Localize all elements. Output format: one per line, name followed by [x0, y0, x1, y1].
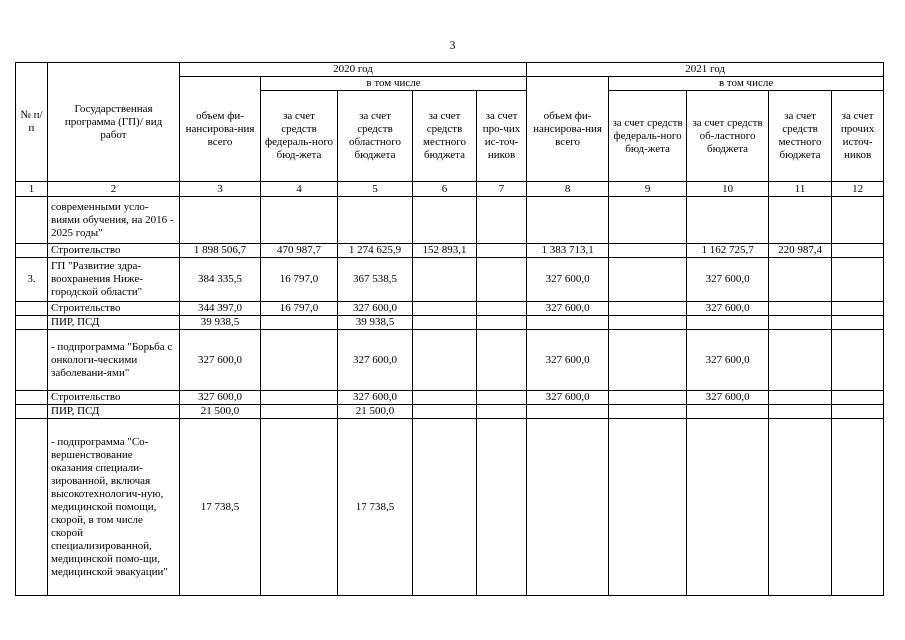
header-total-2020: объем фи-нансирова-ния всего: [180, 77, 261, 182]
amount-cell: [609, 330, 687, 391]
budget-table: [15, 62, 884, 596]
col-number: 9: [609, 182, 687, 197]
row-number-cell: [16, 405, 48, 419]
amount-cell: [687, 419, 769, 596]
amount-cell: [832, 197, 884, 244]
col-number: 6: [413, 182, 477, 197]
amount-cell: 384 335,5: [180, 258, 261, 302]
table-row: [16, 302, 884, 316]
amount-cell: [477, 405, 527, 419]
amount-cell: [832, 405, 884, 419]
amount-cell: 327 600,0: [687, 258, 769, 302]
program-name-cell: ГП "Развитие здра-воохранения Ниже-городской области": [48, 258, 180, 302]
amount-cell: 39 938,5: [338, 316, 413, 330]
amount-cell: [413, 330, 477, 391]
amount-cell: [413, 302, 477, 316]
header-local-2020: за счет средств местного бюджета: [413, 91, 477, 182]
amount-cell: [769, 258, 832, 302]
amount-cell: [477, 330, 527, 391]
header-incl-2021: в том числе: [609, 77, 884, 91]
row-number-cell: [16, 302, 48, 316]
header-year-2020: 2020 год: [180, 63, 527, 77]
amount-cell: [413, 258, 477, 302]
amount-cell: [769, 405, 832, 419]
header-col-program: Государственная программа (ГП)/ вид работ: [48, 63, 180, 182]
amount-cell: [477, 391, 527, 405]
col-number: 1: [16, 182, 48, 197]
col-number: 7: [477, 182, 527, 197]
amount-cell: [261, 197, 338, 244]
amount-cell: 327 600,0: [687, 302, 769, 316]
header-total-2021: объем фи-нансирова-ния всего: [527, 77, 609, 182]
amount-cell: 16 797,0: [261, 302, 338, 316]
program-name-cell: Строительство: [48, 244, 180, 258]
amount-cell: [832, 419, 884, 596]
amount-cell: [527, 419, 609, 596]
amount-cell: 327 600,0: [338, 302, 413, 316]
amount-cell: 470 987,7: [261, 244, 338, 258]
col-number: 10: [687, 182, 769, 197]
program-name-cell: - подпрограмма "Борьба с онкологи-ческими заболевани-ями": [48, 330, 180, 391]
amount-cell: [477, 316, 527, 330]
amount-cell: [477, 258, 527, 302]
amount-cell: [609, 197, 687, 244]
row-number-cell: [16, 197, 48, 244]
col-number: 4: [261, 182, 338, 197]
amount-cell: [261, 419, 338, 596]
row-number-cell: 3.: [16, 258, 48, 302]
column-numbers-row: [16, 182, 884, 197]
program-name-cell: Строительство: [48, 302, 180, 316]
amount-cell: 327 600,0: [527, 391, 609, 405]
amount-cell: [261, 391, 338, 405]
amount-cell: [687, 197, 769, 244]
amount-cell: 327 600,0: [687, 391, 769, 405]
amount-cell: 17 738,5: [338, 419, 413, 596]
amount-cell: 1 162 725,7: [687, 244, 769, 258]
amount-cell: [769, 330, 832, 391]
row-number-cell: [16, 419, 48, 596]
amount-cell: 16 797,0: [261, 258, 338, 302]
amount-cell: [413, 391, 477, 405]
amount-cell: [477, 197, 527, 244]
table-row: [16, 419, 884, 596]
amount-cell: [687, 316, 769, 330]
amount-cell: [527, 316, 609, 330]
header-other-2020: за счет про-чих ис-точ-ников: [477, 91, 527, 182]
table-row: [16, 258, 884, 302]
amount-cell: 1 274 625,9: [338, 244, 413, 258]
page-number: 3: [449, 38, 456, 52]
amount-cell: 327 600,0: [338, 391, 413, 405]
header-federal-2021: за счет средств федераль-ного бюд-жета: [609, 91, 687, 182]
amount-cell: [609, 391, 687, 405]
amount-cell: [609, 419, 687, 596]
header-incl-2020: в том числе: [261, 77, 527, 91]
amount-cell: [769, 391, 832, 405]
amount-cell: [832, 330, 884, 391]
col-number: 3: [180, 182, 261, 197]
header-regional-2021: за счет средств об-ластного бюджета: [687, 91, 769, 182]
amount-cell: [477, 302, 527, 316]
amount-cell: [609, 405, 687, 419]
amount-cell: [180, 197, 261, 244]
amount-cell: [609, 302, 687, 316]
amount-cell: 367 538,5: [338, 258, 413, 302]
table-row: [16, 197, 884, 244]
amount-cell: [261, 405, 338, 419]
amount-cell: 327 600,0: [180, 330, 261, 391]
amount-cell: [609, 316, 687, 330]
header-year-2021: 2021 год: [527, 63, 884, 77]
col-number: 11: [769, 182, 832, 197]
header-col-no: № п/п: [16, 63, 48, 182]
header-federal-2020: за счет средств федераль-ного бюд-жета: [261, 91, 338, 182]
amount-cell: 327 600,0: [527, 258, 609, 302]
amount-cell: [261, 330, 338, 391]
amount-cell: 39 938,5: [180, 316, 261, 330]
amount-cell: [477, 244, 527, 258]
table-row: [16, 391, 884, 405]
amount-cell: [832, 258, 884, 302]
header-regional-2020: за счет средств областного бюджета: [338, 91, 413, 182]
program-name-cell: ПИР, ПСД: [48, 405, 180, 419]
table-body: [16, 197, 884, 596]
amount-cell: [413, 405, 477, 419]
amount-cell: [527, 197, 609, 244]
amount-cell: [769, 316, 832, 330]
amount-cell: [769, 197, 832, 244]
amount-cell: 21 500,0: [338, 405, 413, 419]
row-number-cell: [16, 244, 48, 258]
header-other-2021: за счет прочих источ-ников: [832, 91, 884, 182]
program-name-cell: - подпрограмма "Со-вершенствование оказания специали-зированной, включая высокотехнологич-ную, медицинской помощи, скорой, в том числе скорой специализированной, медицинской помо-щи, медицинской эвакуации": [48, 419, 180, 596]
table-row: [16, 244, 884, 258]
amount-cell: 152 893,1: [413, 244, 477, 258]
col-number: 5: [338, 182, 413, 197]
amount-cell: 17 738,5: [180, 419, 261, 596]
col-number: 12: [832, 182, 884, 197]
amount-cell: [527, 405, 609, 419]
table-row: [16, 330, 884, 391]
amount-cell: [769, 419, 832, 596]
row-number-cell: [16, 316, 48, 330]
amount-cell: [832, 316, 884, 330]
table-row: [16, 316, 884, 330]
amount-cell: [609, 244, 687, 258]
amount-cell: [687, 405, 769, 419]
program-name-cell: Строительство: [48, 391, 180, 405]
amount-cell: 327 600,0: [527, 330, 609, 391]
col-number: 8: [527, 182, 609, 197]
amount-cell: [413, 316, 477, 330]
amount-cell: [261, 316, 338, 330]
row-number-cell: [16, 330, 48, 391]
program-name-cell: современными усло-виями обучения, на 2016 - 2025 годы": [48, 197, 180, 244]
amount-cell: 344 397,0: [180, 302, 261, 316]
col-number: 2: [48, 182, 180, 197]
amount-cell: [832, 244, 884, 258]
program-name-cell: ПИР, ПСД: [48, 316, 180, 330]
amount-cell: 21 500,0: [180, 405, 261, 419]
amount-cell: [413, 197, 477, 244]
header-local-2021: за счет средств местного бюджета: [769, 91, 832, 182]
row-number-cell: [16, 391, 48, 405]
amount-cell: [477, 419, 527, 596]
amount-cell: [609, 258, 687, 302]
amount-cell: 220 987,4: [769, 244, 832, 258]
amount-cell: 1 383 713,1: [527, 244, 609, 258]
amount-cell: [769, 302, 832, 316]
amount-cell: [832, 302, 884, 316]
amount-cell: [413, 419, 477, 596]
amount-cell: 327 600,0: [338, 330, 413, 391]
amount-cell: [832, 391, 884, 405]
amount-cell: 1 898 506,7: [180, 244, 261, 258]
table-row: [16, 405, 884, 419]
amount-cell: 327 600,0: [687, 330, 769, 391]
amount-cell: 327 600,0: [527, 302, 609, 316]
amount-cell: 327 600,0: [180, 391, 261, 405]
amount-cell: [338, 197, 413, 244]
